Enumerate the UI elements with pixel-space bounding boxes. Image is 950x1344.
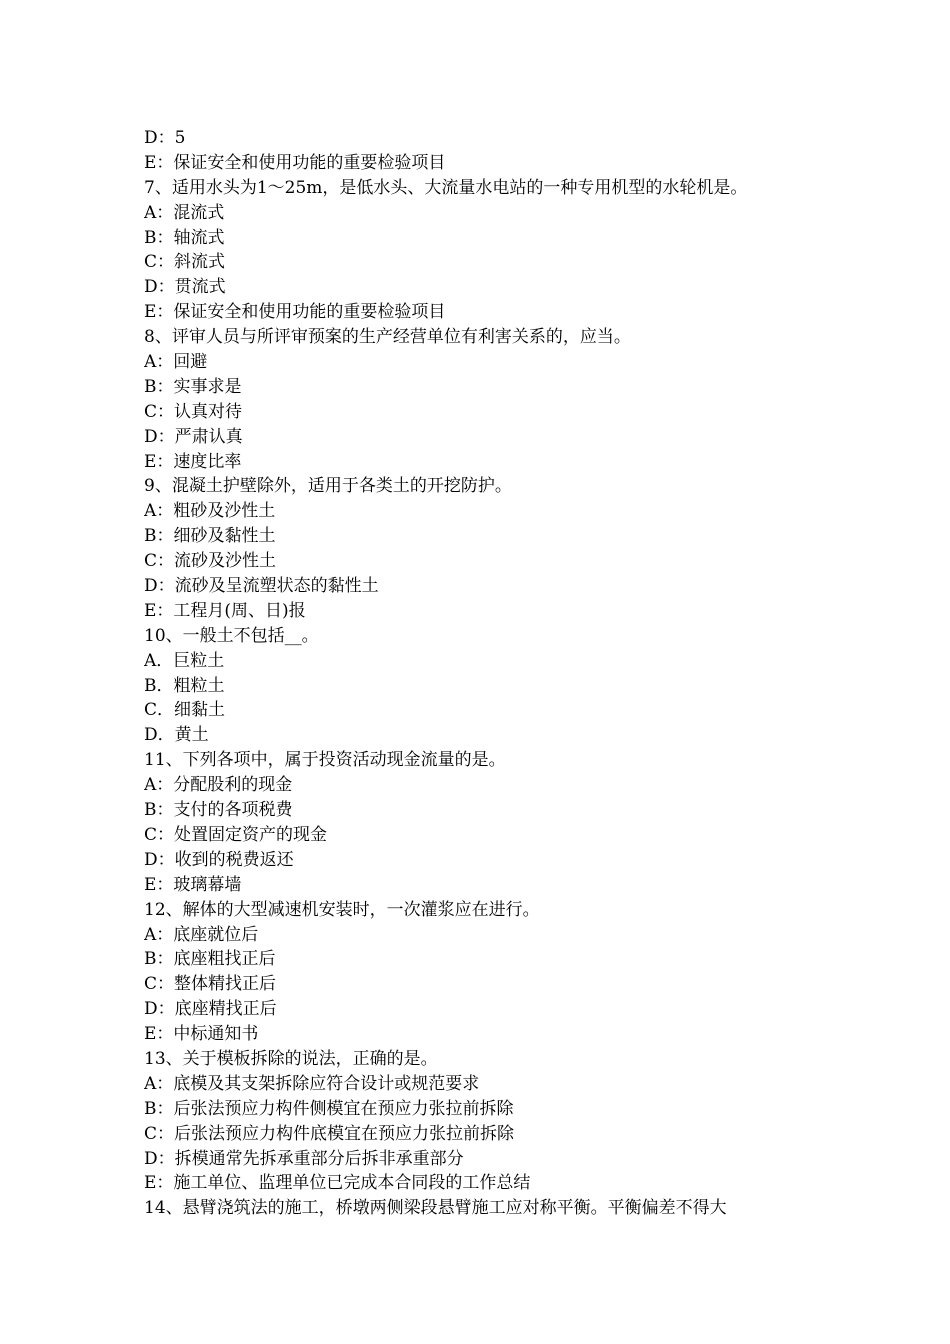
text-line: D：严肃认真 xyxy=(144,426,243,447)
question-line: 12、解体的大型减速机安装时，一次灌浆应在进行。 xyxy=(144,899,540,920)
text-line: A：混流式 xyxy=(144,202,225,223)
text-line: B：后张法预应力构件侧模宜在预应力张拉前拆除 xyxy=(144,1098,514,1119)
text-line: C：斜流式 xyxy=(144,252,226,273)
text-line: C：流砂及沙性土 xyxy=(144,551,277,572)
question-line: 7、适用水头为1～25m，是低水头、大流量水电站的一种专用机型的水轮机是。 xyxy=(144,177,748,198)
text-line: C：后张法预应力构件底模宜在预应力张拉前拆除 xyxy=(144,1123,515,1144)
question-line: 8、评审人员与所评审预案的生产经营单位有利害关系的，应当。 xyxy=(144,327,631,348)
question-line: 14、悬臂浇筑法的施工，桥墩两侧梁段悬臂施工应对称平衡。平衡偏差不得大 xyxy=(144,1198,727,1219)
text-line: A：粗砂及沙性土 xyxy=(144,501,276,522)
text-line: E：中标通知书 xyxy=(144,1024,259,1045)
text-line: D：贯流式 xyxy=(144,277,226,298)
text-line: C：认真对待 xyxy=(144,401,243,422)
text-line: C：整体精找正后 xyxy=(144,974,277,995)
text-line: E：保证安全和使用功能的重要检验项目 xyxy=(144,302,446,323)
text-line: B：轴流式 xyxy=(144,227,225,248)
text-line: D：底座精找正后 xyxy=(144,999,277,1020)
text-line: E：玻璃幕墙 xyxy=(144,874,242,895)
question-line: 10、一般土不包括__。 xyxy=(144,625,319,646)
text-line: B．粗粒土 xyxy=(144,675,225,696)
text-line: B：支付的各项税费 xyxy=(144,800,293,821)
question-line: 13、关于模板拆除的说法，正确的是。 xyxy=(144,1048,438,1069)
text-line: C．细黏土 xyxy=(144,700,226,721)
question-line: 11、下列各项中，属于投资活动现金流量的是。 xyxy=(144,750,506,771)
text-line: C：处置固定资产的现金 xyxy=(144,824,328,845)
text-line: E：施工单位、监理单位已完成本合同段的工作总结 xyxy=(144,1173,531,1194)
text-line: A．巨粒土 xyxy=(144,650,225,671)
text-line: D：收到的税费返还 xyxy=(144,849,294,870)
text-line: A：底模及其支架拆除应符合设计或规范要求 xyxy=(144,1073,480,1094)
document-page xyxy=(144,126,824,1221)
text-line: E：保证安全和使用功能的重要检验项目 xyxy=(144,152,446,173)
text-line: B：实事求是 xyxy=(144,376,242,397)
text-line: A：分配股利的现金 xyxy=(144,775,293,796)
text-line: E：速度比率 xyxy=(144,451,242,472)
text-line: D：5 xyxy=(144,128,186,148)
text-line: D．黄土 xyxy=(144,725,209,746)
text-line: A：回避 xyxy=(144,352,208,373)
text-line: A：底座就位后 xyxy=(144,924,259,945)
question-line: 9、混凝土护壁除外，适用于各类土的开挖防护。 xyxy=(144,476,512,497)
text-line: B：底座粗找正后 xyxy=(144,949,276,970)
text-line: D：流砂及呈流塑状态的黏性土 xyxy=(144,576,379,597)
text-line: E：工程月(周、日)报 xyxy=(144,600,306,621)
text-line: D：拆模通常先拆承重部分后拆非承重部分 xyxy=(144,1148,464,1169)
text-line: B：细砂及黏性土 xyxy=(144,526,276,547)
